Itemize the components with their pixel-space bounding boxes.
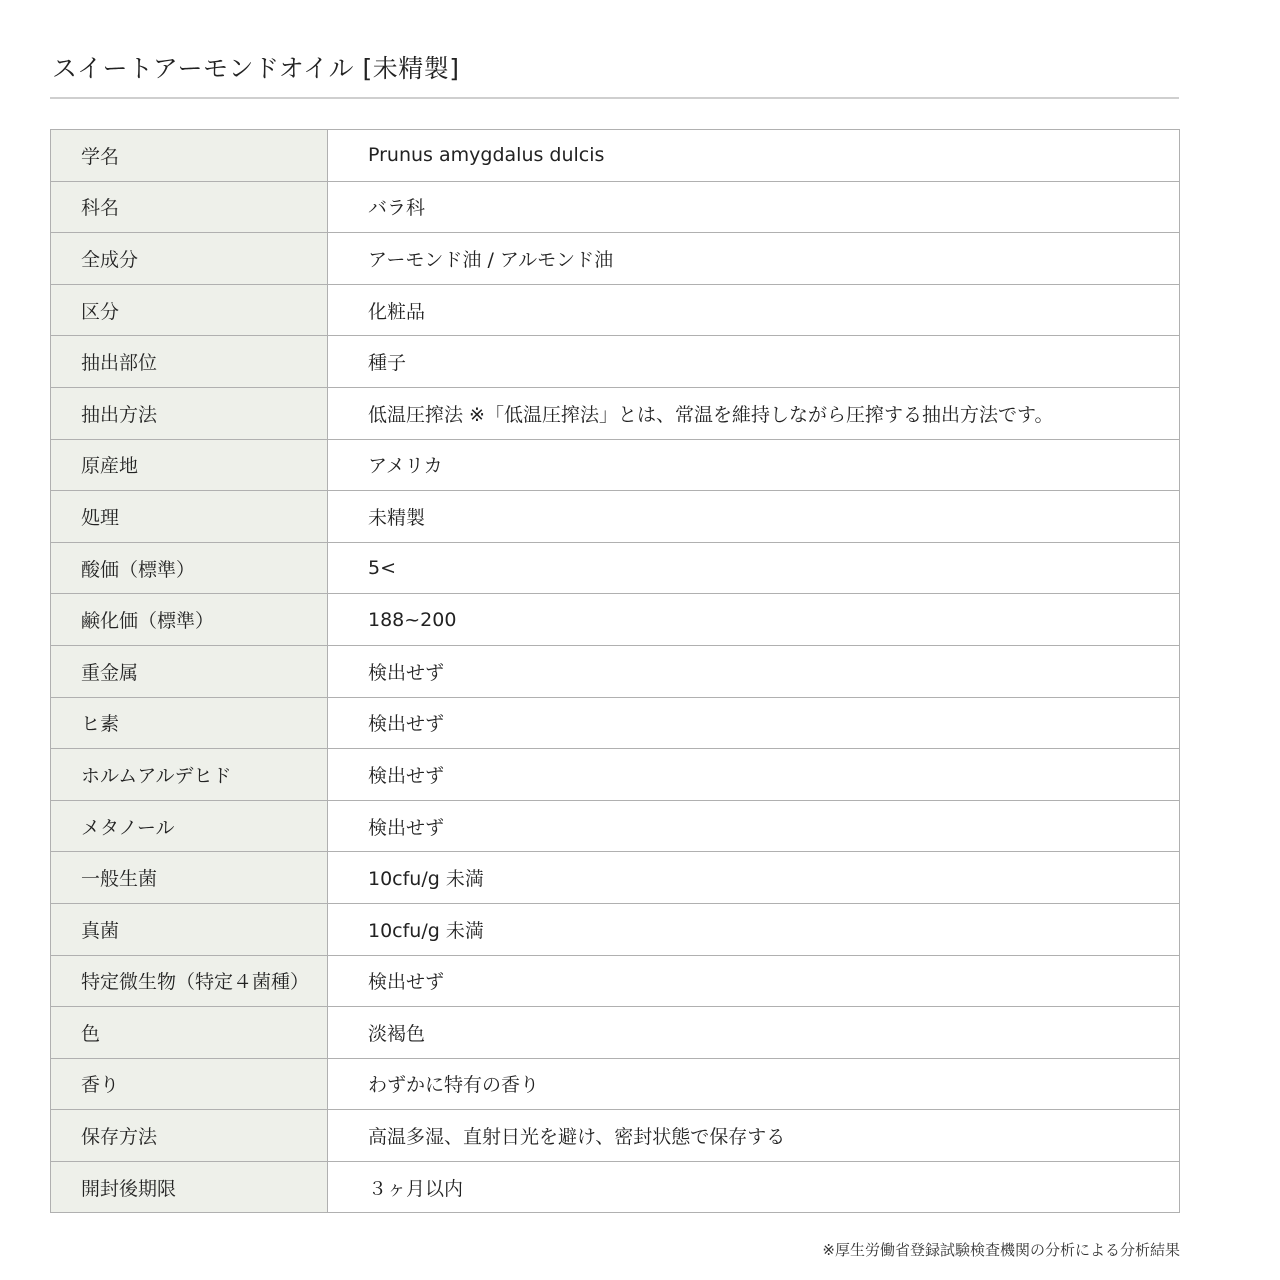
row-value: 化粧品 — [328, 284, 1180, 336]
row-label: 特定微生物（特定４菌種） — [51, 955, 328, 1007]
title-divider — [50, 97, 1179, 99]
row-label: 香り — [51, 1058, 328, 1110]
row-value: バラ科 — [328, 181, 1180, 233]
row-label: メタノール — [51, 800, 328, 852]
table-row — [51, 439, 1180, 491]
table-row — [51, 1161, 1180, 1213]
row-label: ヒ素 — [51, 697, 328, 749]
row-value: 淡褐色 — [328, 1007, 1180, 1059]
table-row — [51, 284, 1180, 336]
row-value: 検出せず — [328, 749, 1180, 801]
row-value: 10cfu/g 未満 — [328, 903, 1180, 955]
row-value: Prunus amygdalus dulcis — [328, 130, 1180, 182]
row-value: 10cfu/g 未満 — [328, 852, 1180, 904]
row-value: 低温圧搾法 ※「低温圧搾法」とは、常温を維持しながら圧搾する抽出方法です。 — [328, 387, 1180, 439]
row-value: 種子 — [328, 336, 1180, 388]
table-row — [51, 387, 1180, 439]
table-row — [51, 542, 1180, 594]
row-label: 一般生菌 — [51, 852, 328, 904]
row-value: 検出せず — [328, 697, 1180, 749]
row-value: アメリカ — [328, 439, 1180, 491]
row-value: わずかに特有の香り — [328, 1058, 1180, 1110]
row-label: 保存方法 — [51, 1110, 328, 1162]
table-row — [51, 955, 1180, 1007]
row-value: 188~200 — [328, 594, 1180, 646]
table-row — [51, 1058, 1180, 1110]
row-label: 抽出部位 — [51, 336, 328, 388]
row-value: 高温多湿、直射日光を避け、密封状態で保存する — [328, 1110, 1180, 1162]
table-row — [51, 800, 1180, 852]
row-label: 処理 — [51, 491, 328, 543]
table-row — [51, 645, 1180, 697]
row-label: ホルムアルデヒド — [51, 749, 328, 801]
row-value: 検出せず — [328, 955, 1180, 1007]
table-row — [51, 336, 1180, 388]
table-row — [51, 1110, 1180, 1162]
row-label: 鹸化価（標準） — [51, 594, 328, 646]
row-value: 未精製 — [328, 491, 1180, 543]
table-row — [51, 903, 1180, 955]
table-row — [51, 594, 1180, 646]
row-label: 酸価（標準） — [51, 542, 328, 594]
page-title: スイートアーモンドオイル [未精製] — [52, 54, 460, 83]
footnote: ※厚生労働省登録試験検査機関の分析による分析結果 — [822, 1241, 1180, 1259]
table-row — [51, 130, 1180, 182]
row-value: 検出せず — [328, 645, 1180, 697]
spec-table — [50, 129, 1180, 1213]
row-value: 5< — [328, 542, 1180, 594]
row-label: 真菌 — [51, 903, 328, 955]
row-label: 区分 — [51, 284, 328, 336]
row-label: 開封後期限 — [51, 1161, 328, 1213]
table-row — [51, 1007, 1180, 1059]
row-label: 重金属 — [51, 645, 328, 697]
row-label: 原産地 — [51, 439, 328, 491]
row-label: 色 — [51, 1007, 328, 1059]
row-label: 全成分 — [51, 233, 328, 285]
row-label: 学名 — [51, 130, 328, 182]
table-row — [51, 852, 1180, 904]
row-value: 検出せず — [328, 800, 1180, 852]
table-row — [51, 697, 1180, 749]
table-row — [51, 491, 1180, 543]
table-row — [51, 181, 1180, 233]
row-value: ３ヶ月以内 — [328, 1161, 1180, 1213]
table-row — [51, 233, 1180, 285]
row-label: 抽出方法 — [51, 387, 328, 439]
table-row — [51, 749, 1180, 801]
row-label: 科名 — [51, 181, 328, 233]
row-value: アーモンド油 / アルモンド油 — [328, 233, 1180, 285]
